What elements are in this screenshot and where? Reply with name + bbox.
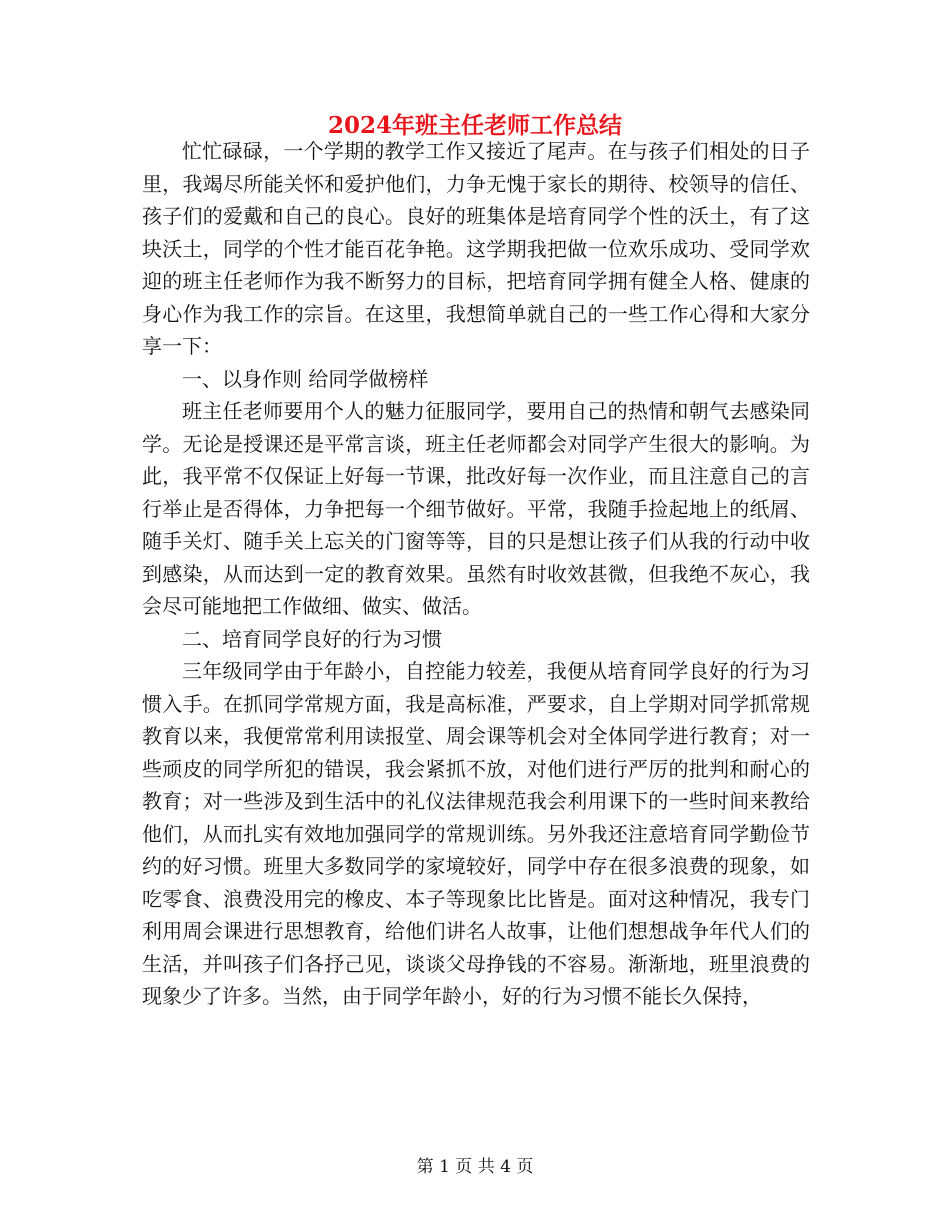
section-heading-1: 一、以身作则 给同学做榜样 <box>182 366 429 391</box>
paragraph-section-1: 班主任老师要用个人的魅力征服同学，要用自己的热情和朝气去感染同学。无论是授课还是平常言谈，班主任老师都会对同学产生很大的影响。为此，我平常不仅保证上好每一节课，批改好每一次作业，而且注意自己的言行举止是否得体，力争把每一个细节做好。平常，我随手捡起地上的纸屑、随手关灯、随手关上忘关的门窗等等，目的只是想让孩子们从我的行动中收到感染，从而达到一定的教育效果。虽然有时收效甚微，但我绝不灰心，我会尽可能地把工作做细、做实、做活。 <box>142 399 810 618</box>
document-title: 2024年班主任老师工作总结 <box>327 112 622 139</box>
paragraph-section-2: 三年级同学由于年龄小，自控能力较差，我便从培育同学良好的行为习惯入手。在抓同学常规方面，我是高标准，严要求，自上学期对同学抓常规教育以来，我便常常利用读报堂、周会课等机会对全体同学进行教育；对一些顽皮的同学所犯的错误，我会紧抓不放，对他们进行严厉的批判和耐心的教育；对一些涉及到生活中的礼仪法律规范我会利用课下的一些时间来教给他们，从而扎实有效地加强同学的常规训练。另外我还注意培育同学勤俭节约的好习惯。班里大多数同学的家境较好，同学中存在很多浪费的现象，如吃零食、浪费没用完的橡皮、本子等现象比比皆是。面对这种情况，我专门利用周会课进行思想教育，给他们讲名人故事，让他们想想战争年代人们的生活，并叫孩子们各抒己见，谈谈父母挣钱的不容易。渐渐地，班里浪费的现象少了许多。当然，由于同学年龄小，好的行为习惯不能长久保持， <box>142 659 810 1008</box>
page-number-footer: 第 1 页 共 4 页 <box>416 1157 534 1177</box>
section-heading-2: 二、培育同学良好的行为习惯 <box>182 626 442 651</box>
document-body <box>142 135 810 1013</box>
paragraph-intro: 忙忙碌碌，一个学期的教学工作又接近了尾声。在与孩子们相处的日子里，我竭尽所能关怀和爱护他们，力争无愧于家长的期待、校领导的信任、孩子们的爱戴和自己的良心。良好的班集体是培育同学个性的沃土，有了这块沃土，同学的个性才能百花争艳。这学期我把做一位欢乐成功、受同学欢迎的班主任老师作为我不断努力的目标，把培育同学拥有健全人格、健康的身心作为我工作的宗旨。在这里，我想简单就自己的一些工作心得和大家分享一下： <box>142 139 810 358</box>
